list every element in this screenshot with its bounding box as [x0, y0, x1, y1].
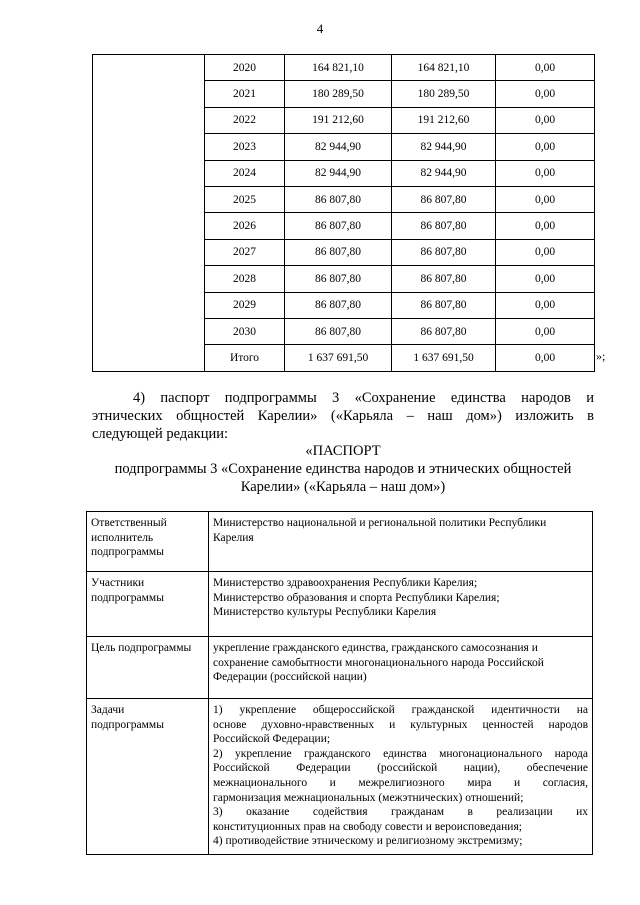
label-line: Участники — [91, 577, 145, 589]
other-cell: 0,00 — [496, 345, 595, 371]
other-cell: 0,00 — [496, 239, 595, 265]
regional-cell: 86 807,80 — [392, 266, 496, 292]
total-cell: 86 807,80 — [285, 266, 392, 292]
funding-table-row — [93, 55, 595, 81]
year-cell: 2024 — [205, 160, 285, 186]
funding-table-empty-cell — [93, 55, 205, 372]
total-cell: 164 821,10 — [285, 55, 392, 81]
content-line: Российской Федерации; — [213, 733, 331, 746]
passport-row — [87, 637, 593, 699]
passport-title: «ПАСПОРТ — [305, 443, 381, 459]
content-line: Российской Федерации (российской нации), обеспечение — [213, 762, 588, 775]
content-line: Федерации (российской нации) — [213, 671, 367, 684]
label-line: Ответственный — [91, 517, 167, 529]
label-line: подпрограммы — [91, 591, 164, 604]
total-cell: 86 807,80 — [285, 318, 392, 344]
content-line: 3) оказание содействия гражданам в реализации их — [213, 806, 588, 819]
year-cell: 2022 — [205, 107, 285, 133]
other-cell: 0,00 — [496, 55, 595, 81]
label-line: подпрограммы — [91, 546, 164, 559]
other-cell: 0,00 — [496, 134, 595, 160]
passport-row-content — [209, 637, 593, 699]
content-line: Министерство национальной и региональной политики Республики — [213, 517, 547, 529]
year-cell: 2029 — [205, 292, 285, 318]
total-cell: 86 807,80 — [285, 186, 392, 212]
year-cell: 2021 — [205, 81, 285, 107]
regional-cell: 164 821,10 — [392, 55, 496, 81]
content-line: конституционных прав на свободу совести и вероисповедания; — [213, 820, 522, 833]
content-line: гармонизация межнациональных (межэтнических) отношений; — [213, 791, 524, 804]
year-cell: 2020 — [205, 55, 285, 81]
content-line: Министерство образования и спорта Республики Карелия; — [213, 591, 500, 604]
passport-heading — [92, 442, 594, 496]
regional-cell: 86 807,80 — [392, 186, 496, 212]
content-line: основе духовно-нравственных и культурных ценностей народов — [213, 718, 588, 731]
table-closing-quote: »; — [596, 349, 606, 363]
content-line: Министерство здравоохранения Республики Карелия; — [213, 577, 478, 589]
other-cell: 0,00 — [496, 186, 595, 212]
regional-cell: 82 944,90 — [392, 160, 496, 186]
total-cell: 86 807,80 — [285, 213, 392, 239]
content-line: 1) укрепление общероссийской гражданской идентичности на — [213, 704, 588, 716]
total-cell: 86 807,80 — [285, 292, 392, 318]
content-line: Министерство культуры Республики Карелия — [213, 606, 437, 619]
content-line: 2) укрепление гражданского единства многонационального народа — [213, 747, 588, 760]
regional-cell: 191 212,60 — [392, 107, 496, 133]
other-cell: 0,00 — [496, 318, 595, 344]
regional-cell: 82 944,90 — [392, 134, 496, 160]
regional-cell: 86 807,80 — [392, 292, 496, 318]
content-line: межнационального и межрелигиозного мира и согласия, — [213, 776, 588, 789]
label-line: Задачи — [91, 704, 125, 716]
content-line: сохранение самобытности многонационального народа Российской — [213, 656, 544, 669]
passport-table — [86, 511, 593, 855]
label-line: исполнитель — [91, 531, 154, 544]
regional-cell: 86 807,80 — [392, 318, 496, 344]
passport-row-label — [87, 637, 209, 699]
year-cell: Итого — [205, 345, 285, 371]
other-cell: 0,00 — [496, 160, 595, 186]
other-cell: 0,00 — [496, 213, 595, 239]
passport-row — [87, 699, 593, 855]
passport-row-content — [209, 512, 593, 572]
regional-cell: 180 289,50 — [392, 81, 496, 107]
page-number: 4 — [316, 21, 324, 36]
content-line: Карелия — [213, 531, 254, 544]
total-cell: 86 807,80 — [285, 239, 392, 265]
other-cell: 0,00 — [496, 266, 595, 292]
funding-table — [92, 54, 595, 372]
content-line: укрепление гражданского единства, гражданского самосознания и — [213, 642, 538, 654]
label-line: подпрограммы — [91, 718, 164, 731]
passport-row — [87, 512, 593, 572]
regional-cell: 86 807,80 — [392, 213, 496, 239]
year-cell: 2026 — [205, 213, 285, 239]
passport-row-content — [209, 699, 593, 855]
total-cell: 180 289,50 — [285, 81, 392, 107]
year-cell: 2027 — [205, 239, 285, 265]
paragraph-line: 4) паспорт подпрограммы 3 «Сохранение единства народов и — [133, 390, 594, 406]
passport-row-label — [87, 572, 209, 637]
year-cell: 2030 — [205, 318, 285, 344]
other-cell: 0,00 — [496, 81, 595, 107]
paragraph-line: следующей редакции: — [92, 426, 229, 442]
regional-cell: 1 637 691,50 — [392, 345, 496, 371]
regional-cell: 86 807,80 — [392, 239, 496, 265]
paragraph-item-4 — [92, 389, 594, 443]
other-cell: 0,00 — [496, 107, 595, 133]
total-cell: 82 944,90 — [285, 134, 392, 160]
passport-subtitle-line: подпрограммы 3 «Сохранение единства народов и этнических общностей — [114, 461, 572, 477]
passport-subtitle-line: Карелии» («Карьяла – наш дом») — [240, 479, 446, 495]
passport-row-content — [209, 572, 593, 637]
year-cell: 2023 — [205, 134, 285, 160]
passport-row-label — [87, 699, 209, 855]
year-cell: 2028 — [205, 266, 285, 292]
total-cell: 82 944,90 — [285, 160, 392, 186]
total-cell: 1 637 691,50 — [285, 345, 392, 371]
other-cell: 0,00 — [496, 292, 595, 318]
total-cell: 191 212,60 — [285, 107, 392, 133]
passport-row — [87, 572, 593, 637]
year-cell: 2025 — [205, 186, 285, 212]
content-line: 4) противодействие этническому и религиозному экстремизму; — [213, 835, 523, 848]
paragraph-line: этнических общностей Карелии» («Карьяла – наш дом») изложить в — [92, 408, 594, 424]
label-line: Цель подпрограммы — [91, 642, 192, 654]
passport-row-label — [87, 512, 209, 572]
